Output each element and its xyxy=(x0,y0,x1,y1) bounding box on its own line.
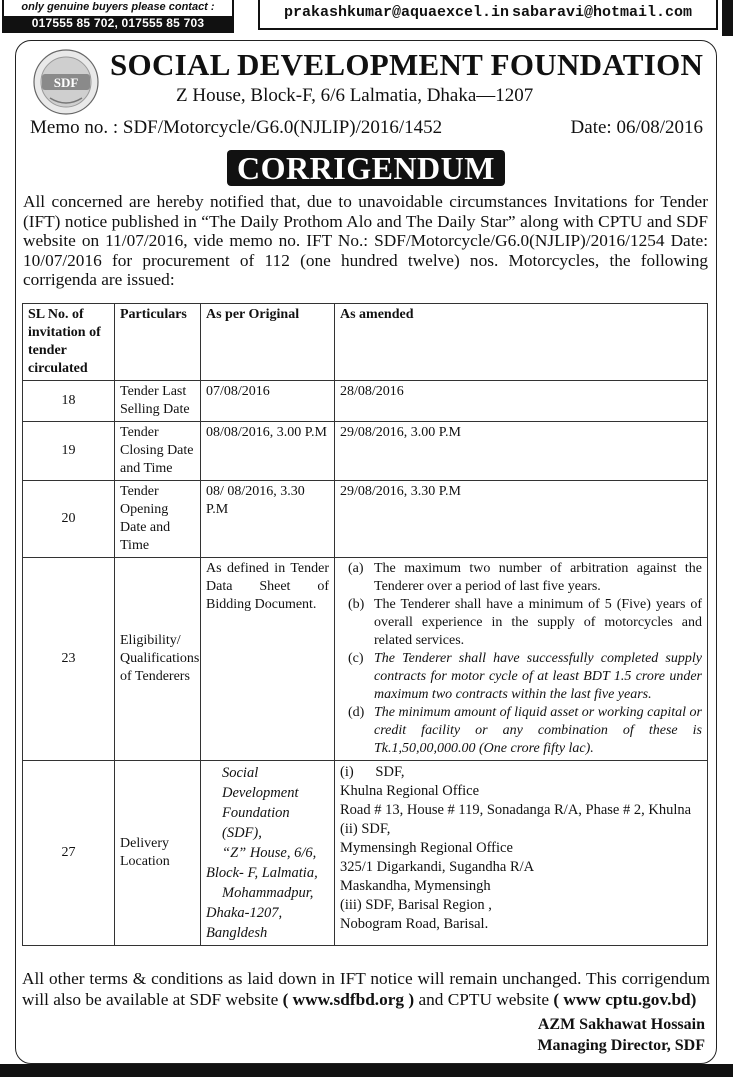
address-line: Block- F, Lalmatia, xyxy=(206,865,318,881)
cptu-website: ( www cptu.gov.bd) xyxy=(553,990,697,1009)
closing-paragraph xyxy=(22,968,710,1010)
row-original-address xyxy=(201,761,335,946)
email-2: sabaravi@hotmail.com xyxy=(511,4,692,21)
sdf-logo-icon xyxy=(32,48,100,116)
document-title: CORRIGENDUM xyxy=(227,150,505,186)
address-line: Foundation xyxy=(222,805,290,821)
row-particulars: Eligibility/ Qualifications of Tenderers xyxy=(115,558,201,761)
table-row xyxy=(23,381,708,422)
header-sl: SL No. of invitation of tender circulated xyxy=(23,304,115,381)
sdf-website: ( www.sdfbd.org ) xyxy=(282,990,415,1009)
item-label: (c) xyxy=(348,651,364,666)
item-text: The Tenderer shall have a minimum of 5 (Five) years of overall experience in the supply of motorcycles and related services. xyxy=(374,597,702,648)
banner-edge xyxy=(722,0,733,36)
email-1: prakashkumar@aquaexcel.in xyxy=(284,4,510,21)
address-line: Khulna Regional Office xyxy=(340,783,480,799)
row-amended: 28/08/2016 xyxy=(335,381,708,422)
table-row xyxy=(23,481,708,558)
address-line: (ii) SDF, xyxy=(340,821,391,837)
row-sl: 18 xyxy=(23,381,115,422)
address-line: Mohammadpur, xyxy=(222,885,314,901)
row-amended-list xyxy=(335,558,708,761)
header-particulars: Particulars xyxy=(115,304,201,381)
row-sl: 27 xyxy=(23,761,115,946)
row-sl: 23 xyxy=(23,558,115,761)
row-particulars: Delivery Location xyxy=(115,761,201,946)
row-amended-address xyxy=(335,761,708,946)
memo-date: Date: 06/08/2016 xyxy=(570,117,703,138)
signatory-name: AZM Sakhawat Hossain xyxy=(537,1016,705,1033)
contact-box xyxy=(2,0,234,33)
signatory-designation: Managing Director, SDF xyxy=(537,1037,705,1054)
item-text: The minimum amount of liquid asset or working capital or credit facility or any combination of these is Tk.1,50,00,000.00 (One crore fifty lac). xyxy=(374,705,702,756)
row-particulars: Tender Closing Date and Time xyxy=(115,422,201,481)
item-label: (a) xyxy=(348,561,364,576)
address-line: Mymensingh Regional Office xyxy=(340,840,513,856)
organization-name: SOCIAL DEVELOPMENT FOUNDATION xyxy=(110,47,704,82)
item-label: (d) xyxy=(348,705,365,720)
amendment-item-d xyxy=(340,704,702,758)
header-amended: As amended xyxy=(335,304,708,381)
table-row xyxy=(23,558,708,761)
address-line: Social xyxy=(222,765,259,781)
contact-phones: 017555 85 702, 017555 85 703 xyxy=(4,16,232,31)
table-row xyxy=(23,422,708,481)
amendment-item-b xyxy=(340,596,702,650)
row-original: As defined in Tender Data Sheet of Bidding Document. xyxy=(201,558,335,761)
closing-text-1: All other terms & conditions as laid down in IFT notice will remain unchanged. This corrigendum will also be available at SDF website xyxy=(22,969,710,1009)
header-original: As per Original xyxy=(201,304,335,381)
item-text: The maximum two number of arbitration against the Tenderer over a period of last five years. xyxy=(374,561,702,594)
address-line: Bangldesh xyxy=(206,925,268,941)
address-line: Dhaka-1207, xyxy=(206,905,283,921)
logo-text: SDF xyxy=(53,75,79,90)
corrigendum-table xyxy=(22,303,708,946)
intro-paragraph: All concerned are hereby notified that, due to unavoidable circumstances Invitations for Tender (IFT) notice published in “The Daily Prothom Alo and The Daily Star” along with CPTU and SDF website on 11/07/2016, vide memo no. IFT No.: SDF/Motorcycle/G6.0(NJLIP)/2016/1254 Date: 10/07/2016 for procurement of 112 (one hundred twelve) nos. Motorcycles, the following corrigenda are issued: xyxy=(23,192,708,289)
address-line: (SDF), xyxy=(222,825,262,841)
email-box xyxy=(258,0,718,30)
address-line: 325/1 Digarkandi, Sugandha R/A xyxy=(340,859,535,875)
contact-note: only genuine buyers please contact : xyxy=(21,1,215,13)
row-original: 07/08/2016 xyxy=(201,381,335,422)
item-label: (b) xyxy=(348,597,365,612)
row-particulars: Tender Last Selling Date xyxy=(115,381,201,422)
address-line: (i) SDF, xyxy=(340,764,405,780)
closing-text-2: and CPTU website xyxy=(414,990,554,1009)
address-line: Maskandha, Mymensingh xyxy=(340,878,491,894)
item-text: The Tenderer shall have successfully completed supply contracts for motor cycle of at least BDT 1.5 crore under maximum two contracts within the last five years. xyxy=(374,651,702,702)
address-line: (iii) SDF, Barisal Region , xyxy=(340,897,492,913)
organization-address: Z House, Block-F, 6/6 Lalmatia, Dhaka—1207 xyxy=(176,85,534,106)
address-line: “Z” House, 6/6, xyxy=(222,845,317,861)
memo-number: Memo no. : SDF/Motorcycle/G6.0(NJLIP)/2016/1452 xyxy=(30,117,443,138)
address-line: Road # 13, House # 119, Sonadanga R/A, Phase # 2, Khulna xyxy=(340,802,692,818)
table-row xyxy=(23,761,708,946)
address-line: Development xyxy=(222,785,299,801)
row-amended: 29/08/2016, 3.00 P.M xyxy=(335,422,708,481)
amendment-item-a xyxy=(340,560,702,596)
row-amended: 29/08/2016, 3.30 P.M xyxy=(335,481,708,558)
row-sl: 19 xyxy=(23,422,115,481)
row-particulars: Tender Opening Date and Time xyxy=(115,481,201,558)
address-line: Nobogram Road, Barisal. xyxy=(340,916,489,932)
row-original: 08/ 08/2016, 3.30 P.M xyxy=(201,481,335,558)
top-banner xyxy=(0,0,733,34)
table-header-row xyxy=(23,304,708,381)
amendment-item-c xyxy=(340,650,702,704)
row-original: 08/08/2016, 3.00 P.M xyxy=(201,422,335,481)
row-sl: 20 xyxy=(23,481,115,558)
bottom-band xyxy=(0,1064,733,1077)
